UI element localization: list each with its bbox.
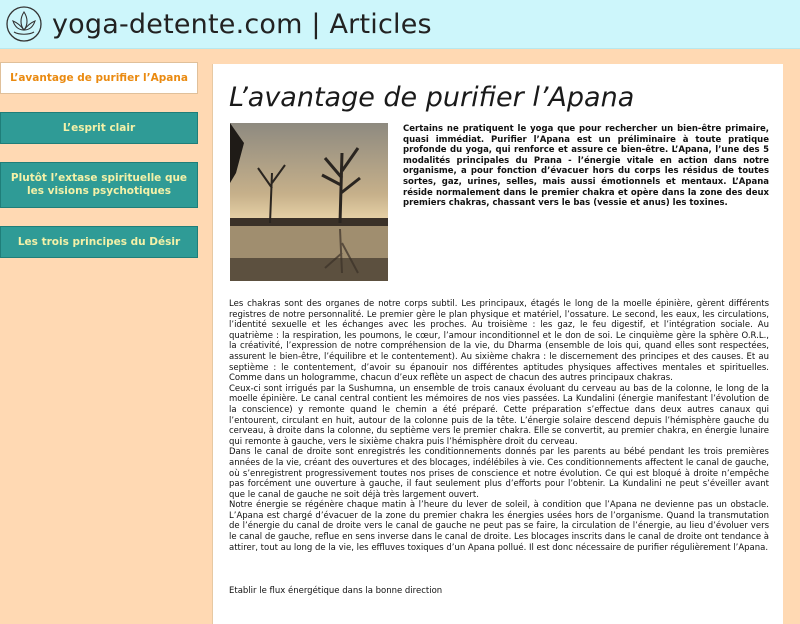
article-title: L’avantage de purifier l’Apana — [229, 82, 635, 113]
sidebar-nav — [0, 62, 198, 276]
article-paragraph: Les chakras sont des organes de notre corps subtil. Les principaux, étagés le long de la moelle épinière, gèrent différents registres de notre personnalité. Le premier gère le plan physique et matériel, l’ossature. Le second, les eaux, les circulations, l’identité sexuelle et les échanges avec les proches. Au troisième : les gaz, le feu digestif, et l’intégration sociale. Au quatrième : la respiration, les poumons, le cœur, l’amour inconditionnel et le don de soi. Le cinquième gère la sphère O.R.L., la créativité, l’expression de notre compréhension de la vie, du Dharma (ensemble de lois qui, quand elles sont respectées, assurent le bien-être, l’équilibre et le contentement). Au sixième chakra : le discernement des principes et des causes. Et au septième : le contentement, d’avoir su épanouir nos différentes aptitudes physiques affectives mentales et spirituelles. Comme dans un hologramme, chacun d’eux reflète un aspect de chacun des autres principaux chakras. — [229, 299, 769, 384]
article-body — [229, 299, 769, 553]
nav-item-label: Plutôt l’extase spirituelle que les visions psychotiques — [10, 172, 188, 197]
nav-item-esprit-clair[interactable] — [0, 112, 198, 144]
lotus-logo-icon[interactable] — [4, 4, 44, 44]
article-paragraph: Dans le canal de droite sont enregistrés les conditionnements donnés par les parents au bébé pendant les trois premières années de la vie, créant des ouvertures et des blocages, indélébiles à vie. Ces conditionnements affectent le canal de gauche, où s’enregistrent progressivement toutes nos prises de conscience et notre évolution. Ce qui est bloqué à droite n’empêche pas forcément une ouverture à gauche, il faut seulement plus d’efforts pour l’obtenir. La Kundalini ne peut s’éveiller avant que le canal de gauche ne soit déjà très largement ouvert. — [229, 447, 769, 500]
nav-item-trois-principes[interactable] — [0, 226, 198, 258]
article-intro: Certains ne pratiquent le yoga que pour rechercher un bien-être primaire, quasi immédiat. Purifier l’Apana est un préliminaire à toute pratique profonde du yoga, qui renforce et assure ce bien-être. L’Apana, l’une des 5 modalités principales du Prana - l’énergie vitale en action dans notre organisme, a pour fonction d’évacuer hors du corps les résidus de toutes sortes, gaz, urines, selles, mais aussi émotionnels et mentaux. L’Apana réside normalement dans le premier chakra et opère dans la zone des deux premiers chakras, chassant vers le bas (vessie et anus) les toxines. — [403, 124, 769, 209]
article-panel — [212, 64, 783, 624]
nav-item-extase-spirituelle[interactable] — [0, 162, 198, 208]
article-paragraph: Ceux-ci sont irrigués par la Sushumna, un ensemble de trois canaux évoluant du cerveau au bas de la colonne, le long de la moelle épinière. Le canal central contient les mémoires de nos vies passées. La Kundalini (énergie manifestant l’évolution de la conscience) y remonte quand le chemin a été préparé. Cette préparation s’effectue dans deux autres canaux qui l’entourent, circulant en huit, autour de la colonne puis de la tête. L’énergie solaire descend depuis l’hémisphère gauche du cerveau, à droite dans la colonne, du septième vers le premier chakra. Elle se convertit, au premier chakra, en énergie lunaire qui remonte à gauche, vers le sixième chakra puis l’hémisphère droit du cerveau. — [229, 383, 769, 447]
article-subheading: Etablir le flux énergétique dans la bonne direction — [229, 586, 443, 596]
nav-item-label: L’esprit clair — [62, 121, 136, 134]
nav-item-purifier-apana[interactable] — [0, 62, 198, 94]
nav-item-label: Les trois principes du Désir — [17, 235, 181, 248]
site-title[interactable]: yoga-detente.com | Articles — [52, 8, 432, 40]
sunset-lake-photo — [230, 123, 388, 281]
site-header — [0, 0, 800, 49]
nav-item-label: L’avantage de purifier l’Apana — [10, 71, 188, 84]
article-paragraph: Notre énergie se régénère chaque matin à l’heure du lever de soleil, à condition que l’Apana ne devienne pas un obstacle. L’Apana est chargé d’évacuer de la zone du premier chakra les énergies usées hors de l’organisme. Quand la transmutation de l’énergie du canal de droite vers le canal de gauche ne peut pas se faire, la circulation de l’énergie, au lieu d’évoluer vers le canal de gauche, reflue en sens inverse dans le canal de droite. Les blocages inscrits dans le canal de droite ont tendance à attirer, tout au long de la vie, les effluves toxiques d’un Apana pollué. Il est donc nécessaire de purifier régulièrement l’Apana. — [229, 500, 769, 553]
